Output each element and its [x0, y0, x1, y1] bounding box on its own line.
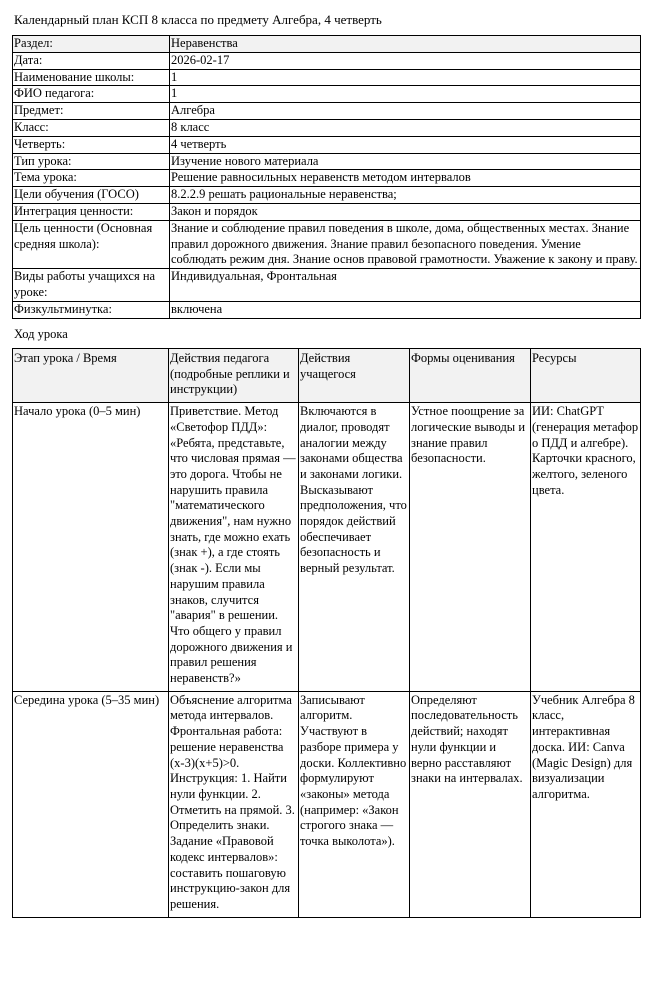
plan-column-header: Ресурсы: [531, 349, 641, 403]
info-label: Цель ценности (Основная средняя школа):: [13, 220, 170, 268]
plan-cell: ИИ: ChatGPT (генерация метафор о ПДД и алгебре). Карточки красного, желтого, зеленого цвета.: [531, 403, 641, 692]
info-row: [13, 153, 641, 170]
plan-column-header: Формы оценивания: [410, 349, 531, 403]
info-label: Дата:: [13, 52, 170, 69]
info-label: Предмет:: [13, 103, 170, 120]
info-row: [13, 301, 641, 318]
info-value: Изучение нового материала: [170, 153, 641, 170]
info-value: включена: [170, 301, 641, 318]
info-value: Решение равносильных неравенств методом интервалов: [170, 170, 641, 187]
info-row: [13, 36, 641, 53]
info-label: Раздел:: [13, 36, 170, 53]
plan-row: [13, 403, 641, 692]
info-value: Индивидуальная, Фронтальная: [170, 269, 641, 302]
info-label: Виды работы учащихся на уроке:: [13, 269, 170, 302]
plan-column-header: Этап урока / Время: [13, 349, 169, 403]
info-row: [13, 187, 641, 204]
plan-header-row: [13, 349, 641, 403]
plan-cell: Объяснение алгоритма метода интервалов. Фронтальная работа: решение неравенства (x-3)(x+5)>0. Инструкция: 1. Найти нули функции. 2. Отметить на прямой. 3. Определить знаки. Задание «Правовой кодекс интервалов»: составить пошаговую инструкцию-закон для решения.: [169, 691, 299, 917]
info-row: [13, 52, 641, 69]
plan-cell: Середина урока (5–35 мин): [13, 691, 169, 917]
info-label: Четверть:: [13, 136, 170, 153]
info-row: [13, 86, 641, 103]
info-label: ФИО педагога:: [13, 86, 170, 103]
info-label: Класс:: [13, 119, 170, 136]
info-row: [13, 170, 641, 187]
info-row: [13, 119, 641, 136]
plan-column-header: Действия педагога (подробные реплики и инструкции): [169, 349, 299, 403]
info-row: [13, 269, 641, 302]
info-row: [13, 136, 641, 153]
info-label: Тема урока:: [13, 170, 170, 187]
lesson-plan-table: [12, 348, 641, 918]
plan-cell: Начало урока (0–5 мин): [13, 403, 169, 692]
plan-cell: Включаются в диалог, проводят аналогии между законами общества и законами логики. Высказывают предположения, что порядок действий обеспечивает безопасность и верный результат.: [299, 403, 410, 692]
plan-cell: Приветствие. Метод «Светофор ПДД»: «Ребята, представьте, что числовая прямая — это дорога. Чтобы не нарушить правила "математического движения", нам нужно знать, где можно ехать (знак +), а где стоять (знак -). Если мы нарушим правила знаков, случится "авария" в решении. Что общего у правил дорожного движения и правил решения неравенств?»: [169, 403, 299, 692]
plan-cell: Записывают алгоритм. Участвуют в разборе примера у доски. Коллективно формулируют «законы» метода (например: «Закон строгого знака — точка выколота»).: [299, 691, 410, 917]
plan-row: [13, 691, 641, 917]
lesson-info-table: [12, 35, 641, 319]
info-value: 1: [170, 69, 641, 86]
info-row: [13, 69, 641, 86]
plan-cell: Учебник Алгебра 8 класс, интерактивная доска. ИИ: Canva (Magic Design) для визуализации алгоритма.: [531, 691, 641, 917]
info-value: Закон и порядок: [170, 203, 641, 220]
info-value: 2026-02-17: [170, 52, 641, 69]
info-value: 8.2.2.9 решать рациональные неравенства;: [170, 187, 641, 204]
info-value: 8 класс: [170, 119, 641, 136]
info-label: Цели обучения (ГОСО): [13, 187, 170, 204]
info-label: Интеграция ценности:: [13, 203, 170, 220]
info-value: 4 четверть: [170, 136, 641, 153]
info-value: 1: [170, 86, 641, 103]
info-row: [13, 203, 641, 220]
plan-cell: Устное поощрение за логические выводы и знание правил безопасности.: [410, 403, 531, 692]
info-value: Алгебра: [170, 103, 641, 120]
section-label: Ход урока: [14, 327, 68, 341]
plan-column-header: Действия учащегося: [299, 349, 410, 403]
info-label: Физкультминутка:: [13, 301, 170, 318]
info-value: Неравенства: [170, 36, 641, 53]
plan-cell: Определяют последовательность действий; находят нули функции и верно расставляют знаки на интервалах.: [410, 691, 531, 917]
info-value: Знание и соблюдение правил поведения в школе, дома, общественных местах. Знание правил дорожного движения. Знание правил безопасного поведения. Умение соблюдать режим дня. Знание основ правовой грамотности. Уважение к закону и праву.: [170, 220, 641, 268]
info-label: Тип урока:: [13, 153, 170, 170]
info-row: [13, 220, 641, 268]
info-row: [13, 103, 641, 120]
info-label: Наименование школы:: [13, 69, 170, 86]
page-title: Календарный план КСП 8 класса по предмету Алгебра, 4 четверть: [14, 12, 382, 27]
